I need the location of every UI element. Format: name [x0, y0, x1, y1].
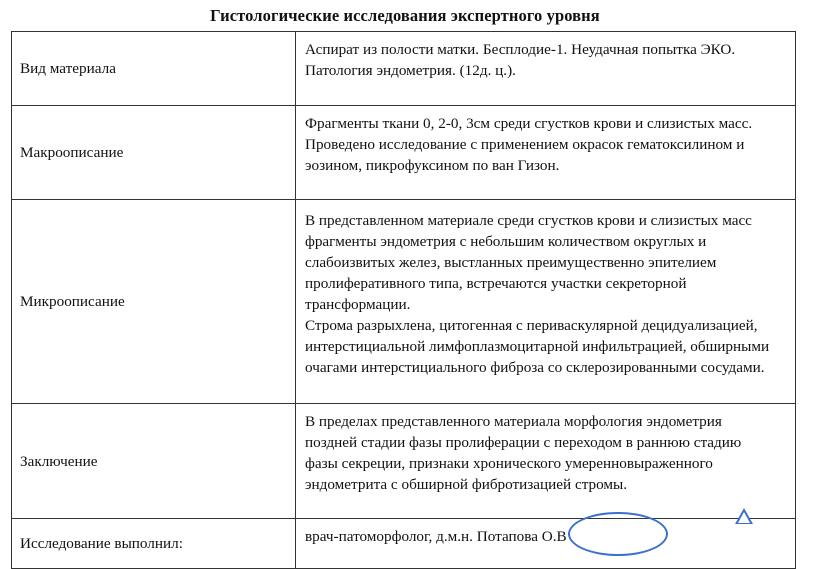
row-value [296, 106, 796, 200]
text-line: слабоизвитых желез, выстланных преимущественно эпителием [305, 254, 717, 271]
table-row-macro-description [12, 106, 796, 200]
table-row-micro-description [12, 200, 796, 404]
text-line: Патология эндометрия. (12д. ц.). [305, 62, 516, 79]
row-label: Исследование выполнил: [12, 519, 296, 569]
table-row-conclusion [12, 404, 796, 519]
table-row-performed-by [12, 519, 796, 569]
logo-mark-partial [735, 508, 753, 524]
text-line: эозином, пикрофуксином по ван Гизон. [305, 157, 560, 174]
text-line: Аспират из полости матки. Бесплодие-1. Неудачная попытка ЭКО. [305, 41, 736, 58]
row-value [296, 200, 796, 404]
text-line: трансформации. [305, 296, 411, 313]
document-title: Гистологические исследования экспертного уровня [210, 6, 600, 25]
row-label: Микроописание [12, 200, 296, 404]
row-label: Заключение [12, 404, 296, 519]
row-label: Макроописание [12, 106, 296, 200]
text-line: эндометрита с обширной фибротизацией стромы. [305, 476, 628, 493]
text-line: Проведено исследование с применением окрасок гематоксилином и [305, 136, 745, 153]
text-line: интерстициальной лимфоплазмоцитарной инфильтрацией, обширными [305, 338, 770, 355]
table-row-material-type [12, 32, 796, 106]
stamp-seal-partial [568, 512, 668, 556]
text-line: врач-патоморфолог, д.м.н. Потапова О.В [305, 528, 567, 545]
text-line: В пределах представленного материала морфология эндометрия [305, 413, 722, 430]
text-line: поздней стадии фазы пролиферации с переходом в раннюю стадию [305, 434, 742, 451]
row-value [296, 32, 796, 106]
row-value [296, 519, 796, 569]
text-line: Фрагменты ткани 0, 2-0, 3см среди сгустков крови и слизистых масс. [305, 115, 753, 132]
text-line: Строма разрыхлена, цитогенная с периваскулярной децидуализацией, [305, 317, 758, 334]
text-line: фрагменты эндометрия с небольшим количеством округлых и [305, 233, 707, 250]
histology-report-table [11, 31, 796, 569]
text-line: фазы секреции, признаки хронического умеренновыраженного [305, 455, 713, 472]
row-label: Вид материала [12, 32, 296, 106]
text-line: В представленном материале среди сгустков крови и слизистых масс [305, 212, 752, 229]
row-value [296, 404, 796, 519]
text-line: пролиферативного типа, встречаются участки секреторной [305, 275, 687, 292]
text-line: очагами интерстициального фиброза со склерозированными сосудами. [305, 359, 765, 376]
